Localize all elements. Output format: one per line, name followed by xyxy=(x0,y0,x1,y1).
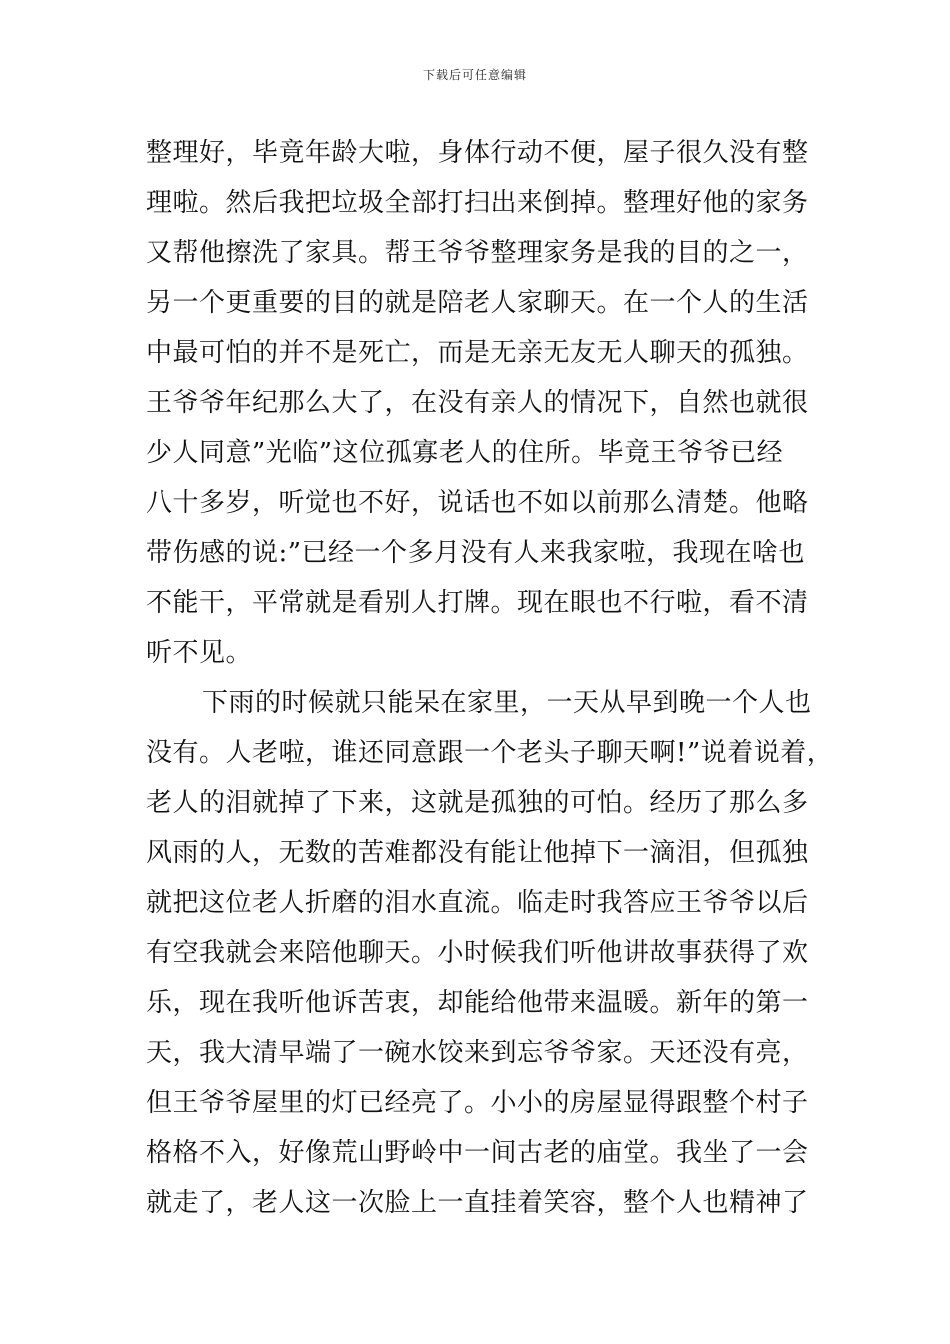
text-line: 老人的泪就掉了下来，这就是孤独的可怕。经历了那么多 xyxy=(146,788,809,818)
text-line: 又帮他擦洗了家具。帮王爷爷整理家务是我的目的之一， xyxy=(146,238,809,268)
document-body xyxy=(146,128,834,1228)
page-header: 下载后可任意编辑 xyxy=(422,68,527,82)
text-line: 没有。人老啦，谁还同意跟一个老头子聊天啊!”说着说着， xyxy=(146,738,834,768)
text-line: 带伤感的说:”已经一个多月没有人来我家啦，我现在啥也 xyxy=(146,538,806,568)
text-line: 中最可怕的并不是死亡，而是无亲无友无人聊天的孤独。 xyxy=(146,338,809,368)
text-line: 下雨的时候就只能呆在家里，一天从早到晚一个人也 xyxy=(202,688,812,718)
text-line: 八十多岁，听觉也不好，说话也不如以前那么清楚。他略 xyxy=(146,488,809,518)
text-line: 另一个更重要的目的就是陪老人家聊天。在一个人的生活 xyxy=(146,288,809,318)
text-line: 不能干，平常就是看别人打牌。现在眼也不行啦，看不清 xyxy=(146,588,809,618)
text-line: 有空我就会来陪他聊天。小时候我们听他讲故事获得了欢 xyxy=(146,938,809,968)
text-line: 整理好，毕竟年龄大啦，身体行动不便，屋子很久没有整 xyxy=(146,138,809,168)
text-line: 天，我大清早端了一碗水饺来到忘爷爷家。天还没有亮， xyxy=(146,1038,809,1068)
text-line: 就走了，老人这一次脸上一直挂着笑容，整个人也精神了 xyxy=(146,1188,809,1218)
text-line: 就把这位老人折磨的泪水直流。临走时我答应王爷爷以后 xyxy=(146,888,809,918)
paragraph xyxy=(146,128,826,678)
paragraph xyxy=(146,678,834,1228)
text-line: 王爷爷年纪那么大了，在没有亲人的情况下，自然也就很 xyxy=(146,388,809,418)
text-line: 风雨的人，无数的苦难都没有能让他掉下一滴泪，但孤独 xyxy=(146,838,809,868)
text-line: 乐，现在我听他诉苦衷，却能给他带来温暖。新年的第一 xyxy=(146,988,809,1018)
text-line: 但王爷爷屋里的灯已经亮了。小小的房屋显得跟整个村子 xyxy=(146,1088,809,1118)
text-line: 理啦。然后我把垃圾全部打扫出来倒掉。整理好他的家务 xyxy=(146,188,809,218)
text-line: 少人同意”光临”这位孤寡老人的住所。毕竟王爷爷已经 xyxy=(146,438,784,468)
text-line: 听不见。 xyxy=(146,638,253,668)
text-line: 格格不入，好像荒山野岭中一间古老的庙堂。我坐了一会 xyxy=(146,1138,809,1168)
